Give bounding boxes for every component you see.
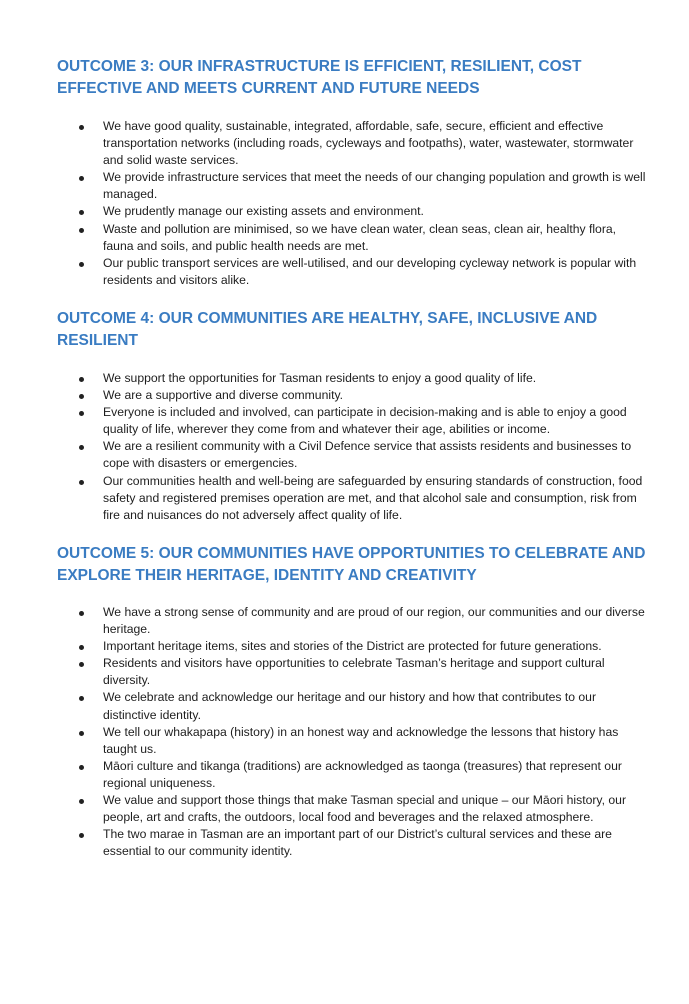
bullet-icon: [79, 228, 84, 233]
bullet-icon: [79, 176, 84, 181]
bullet-icon: [79, 611, 84, 616]
bullet-icon: [79, 765, 84, 770]
bullet-icon: [79, 377, 84, 382]
bullet-icon: [79, 662, 84, 667]
bullet-icon: [79, 394, 84, 399]
list-item: Important heritage items, sites and stories of the District are protected for future generations.: [0, 638, 689, 655]
list-item: We tell our whakapapa (history) in an honest way and acknowledge the lessons that history has taught us.: [0, 724, 689, 758]
list-item: We celebrate and acknowledge our heritage and our history and how that contributes to our distinctive identity.: [0, 689, 689, 723]
list-item: Everyone is included and involved, can participate in decision-making and is able to enjoy a good quality of life, wherever they come from and whatever their age, abilities or income.: [0, 404, 689, 438]
list-item: We have good quality, sustainable, integrated, affordable, safe, secure, efficient and effective transportation networks (including roads, cycleways and footpaths), water, wastewater, stormwater and solid waste services.: [0, 118, 689, 169]
list-item: Māori culture and tikanga (traditions) are acknowledged as taonga (treasures) that represent our regional uniqueness.: [0, 758, 689, 792]
list-item: Our public transport services are well-utilised, and our developing cycleway network is popular with residents and visitors alike.: [0, 255, 689, 289]
bullet-icon: [79, 799, 84, 804]
list-item: We prudently manage our existing assets and environment.: [0, 203, 689, 220]
bullet-icon: [79, 445, 84, 450]
bullet-icon: [79, 731, 84, 736]
bullet-icon: [79, 696, 84, 701]
list-item: We are a resilient community with a Civil Defence service that assists residents and businesses to cope with disasters or emergencies.: [0, 438, 689, 472]
bullet-icon: [79, 645, 84, 650]
list-item: The two marae in Tasman are an important part of our District’s cultural services and these are essential to our community identity.: [0, 826, 689, 860]
list-item: We are a supportive and diverse community.: [0, 387, 689, 404]
list-item: Our communities health and well-being are safeguarded by ensuring standards of construction, food safety and registered premises operation are met, and that alcohol sale and consumption, risk from fire and nuisances do not adversely affect quality of life.: [0, 473, 689, 524]
list-item: Waste and pollution are minimised, so we have clean water, clean seas, clean air, healthy flora, fauna and soils, and public health needs are met.: [0, 221, 689, 255]
bullet-icon: [79, 210, 84, 215]
bullet-icon: [79, 411, 84, 416]
list-item: We provide infrastructure services that meet the needs of our changing population and growth is well managed.: [0, 169, 689, 203]
bullet-icon: [79, 833, 84, 838]
list-item: We have a strong sense of community and are proud of our region, our communities and our diverse heritage.: [0, 604, 689, 638]
outcome-3-heading: OUTCOME 3: OUR INFRASTRUCTURE IS EFFICIENT, RESILIENT, COST EFFECTIVE AND MEETS CURRENT AND FUTURE NEEDS: [57, 58, 582, 97]
outcome-4-heading: OUTCOME 4: OUR COMMUNITIES ARE HEALTHY, SAFE, INCLUSIVE AND RESILIENT: [57, 310, 598, 349]
outcome-3-list: [0, 118, 689, 289]
outcome-4-list: [0, 370, 689, 524]
list-item: We value and support those things that make Tasman special and unique – our Māori history, our people, art and crafts, the outdoors, local food and beverages and the relaxed atmosphere.: [0, 792, 689, 826]
outcome-5-list: [0, 604, 689, 860]
bullet-icon: [79, 262, 84, 267]
bullet-icon: [79, 125, 84, 130]
list-item: We support the opportunities for Tasman residents to enjoy a good quality of life.: [0, 370, 689, 387]
bullet-icon: [79, 480, 84, 485]
list-item: Residents and visitors have opportunities to celebrate Tasman’s heritage and support cultural diversity.: [0, 655, 689, 689]
outcome-5-heading: OUTCOME 5: OUR COMMUNITIES HAVE OPPORTUNITIES TO CELEBRATE AND EXPLORE THEIR HERITAGE, IDENTITY AND CREATIVITY: [57, 545, 646, 584]
